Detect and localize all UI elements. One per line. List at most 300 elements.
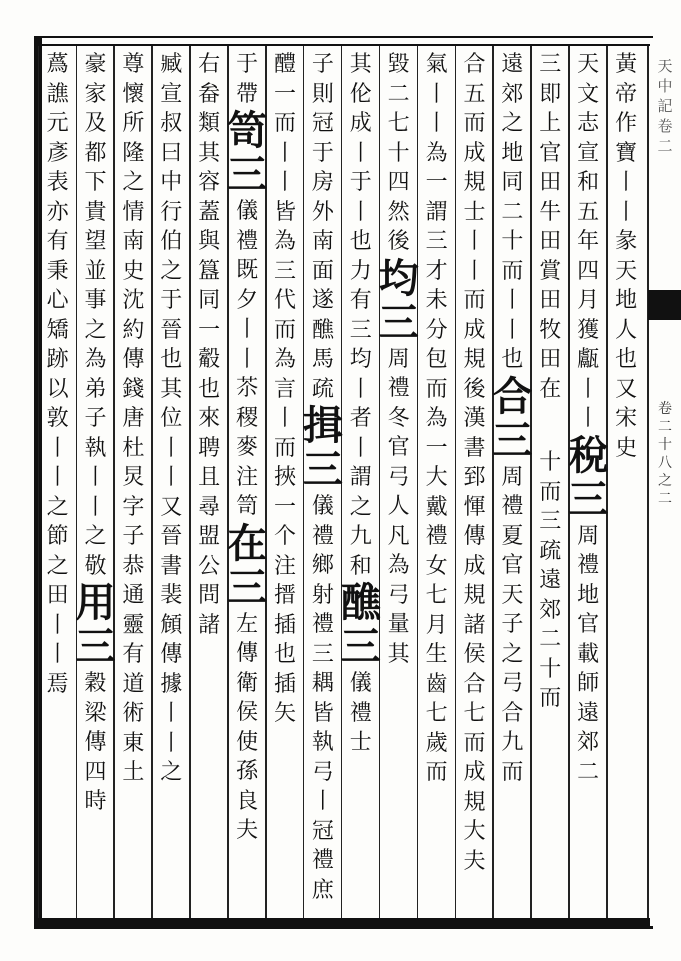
text-glyph: 賞 [539, 258, 562, 284]
text-glyph: 臧 [160, 52, 183, 77]
text-glyph: 大 [463, 819, 486, 844]
margin-fold-glyph: 二 [658, 491, 672, 507]
text-glyph: 宋 [615, 406, 638, 431]
text-run [530, 50, 570, 404]
text-glyph: 規 [463, 583, 486, 608]
text-glyph: 丨 [615, 199, 638, 225]
text-glyph: 而 [425, 760, 448, 785]
text-glyph: 稷 [236, 405, 259, 431]
text-glyph: 四 [577, 258, 600, 284]
text-glyph: 梁 [84, 700, 107, 726]
text-glyph: 侯 [463, 642, 486, 667]
text-glyph: 力 [349, 258, 372, 284]
text-glyph: 為 [425, 406, 448, 431]
text-glyph: 問 [198, 583, 221, 608]
text-glyph: 以 [46, 376, 69, 402]
heading-glyphs: 揖 三 [302, 402, 343, 493]
text-run [76, 50, 116, 581]
text-glyph: 遠 [501, 52, 524, 77]
text-glyph: 節 [46, 524, 69, 549]
text-glyph: 丨 [501, 317, 524, 343]
text-glyph: 房 [311, 170, 334, 195]
text-run [492, 50, 532, 375]
text-glyph: 漢 [463, 406, 486, 431]
text-glyph: 有 [46, 229, 69, 254]
text-glyph: 三 [539, 509, 562, 534]
text-glyph: 地 [577, 582, 600, 608]
text-run [38, 50, 78, 552]
text-glyph: 禮 [311, 523, 334, 549]
text-run [189, 80, 229, 405]
text-glyph: 心 [46, 288, 69, 313]
text-run [341, 257, 381, 582]
text-glyph: 笥 [236, 494, 259, 519]
text-glyph: 牛 [539, 199, 562, 225]
text-glyph: 尊 [122, 52, 145, 77]
text-glyph: 者 [349, 406, 372, 431]
text-glyph: 面 [311, 258, 334, 284]
text-glyph: 時 [84, 789, 107, 814]
text-glyph: 丨 [577, 376, 600, 402]
text-glyph: 弟 [84, 376, 107, 402]
text-run [113, 50, 153, 788]
text-glyph: 宣 [577, 140, 600, 166]
text-glyph: 蓋 [198, 199, 221, 225]
text-glyph: 三 [273, 258, 296, 284]
text-glyph: 而 [273, 435, 296, 461]
text-glyph: 而 [273, 317, 296, 343]
text-glyph: 齒 [425, 671, 448, 697]
margin-fold-label [652, 400, 678, 508]
text-glyph: 九 [349, 524, 372, 549]
text-glyph: 而 [463, 730, 486, 756]
text-glyph: 盟 [198, 524, 221, 549]
text-glyph: 觳 [198, 347, 221, 372]
text-glyph: 且 [198, 465, 221, 490]
heading-glyphs: 用 三 [75, 579, 116, 670]
text-glyph: 而 [501, 759, 524, 785]
text-glyph: 田 [539, 288, 562, 313]
text-glyph: 史 [615, 435, 638, 461]
margin-fold-glyph: 卷 [658, 401, 672, 417]
text-glyph: 合 [463, 52, 486, 77]
text-glyph: 謂 [349, 465, 372, 490]
text-glyph: 禮 [501, 494, 524, 519]
text-glyph: 即 [539, 81, 562, 107]
text-run [227, 610, 267, 846]
text-glyph: 叔 [160, 111, 183, 136]
text-glyph: 三 [311, 641, 334, 667]
text-glyph: 通 [122, 583, 145, 608]
text-glyph: 人 [615, 317, 638, 343]
text-glyph: 二 [501, 199, 524, 225]
text-glyph: 冠 [311, 818, 334, 844]
text-glyph: 丨 [349, 435, 372, 461]
text-glyph: 豪 [84, 52, 107, 77]
text-glyph: 恭 [122, 553, 145, 579]
text-glyph: 丨 [46, 435, 69, 461]
text-glyph: 丨 [349, 199, 372, 225]
text-glyph: 于 [236, 52, 259, 77]
margin-header-glyph: 卷 [657, 117, 673, 135]
text-glyph: 十 [387, 140, 410, 166]
text-glyph: 三 [349, 317, 372, 343]
heading-glyphs: 稅 三 [568, 431, 609, 523]
text-glyph: 其 [160, 376, 183, 402]
text-glyph: 之 [501, 111, 524, 136]
text-glyph: 也 [273, 642, 296, 667]
text-glyph: 敦 [46, 406, 69, 431]
text-glyph: 丨 [160, 465, 183, 490]
text-glyph: 于 [349, 170, 372, 195]
text-glyph: 公 [198, 553, 221, 579]
text-glyph: 使 [236, 729, 259, 755]
text-glyph: 侯 [236, 700, 259, 725]
text-glyph: 在 [539, 376, 562, 402]
text-glyph: 丨 [463, 229, 486, 254]
text-glyph: 毀 [387, 52, 410, 77]
text-glyph: 秉 [46, 258, 69, 284]
text-glyph: 右 [198, 52, 221, 77]
text-glyph: 遠 [539, 568, 562, 593]
text-glyph: 五 [577, 199, 600, 225]
text-glyph: 三 [425, 229, 448, 254]
text-run [189, 50, 229, 80]
text-glyph: 之 [501, 641, 524, 667]
text-glyph: 禮 [349, 700, 372, 726]
text-glyph: 外 [311, 199, 334, 225]
text-glyph: 庶 [311, 877, 334, 903]
heading-glyphs: 合 三 [492, 372, 533, 464]
text-glyph: 杜 [122, 435, 145, 461]
text-run [492, 463, 532, 788]
text-glyph: 丨 [463, 258, 486, 284]
text-glyph: 儀 [349, 671, 372, 696]
text-glyph: 弓 [501, 671, 524, 696]
text-glyph: 戴 [425, 494, 448, 520]
margin-fold-glyph: 二 [658, 419, 672, 435]
text-glyph: 有 [122, 642, 145, 667]
heading-glyphs: 均 三 [378, 254, 419, 346]
text-glyph: 為 [425, 140, 448, 166]
text-glyph: 望 [84, 229, 107, 254]
text-glyph: 焉 [46, 671, 69, 697]
text-glyph: 月 [577, 288, 600, 313]
text-glyph: 東 [122, 730, 145, 756]
text-glyph: 地 [615, 288, 638, 313]
text-glyph: 丨 [273, 170, 296, 195]
text-glyph: 冠 [311, 111, 334, 136]
text-glyph: 丨 [273, 406, 296, 431]
text-glyph: 禮 [236, 228, 259, 254]
text-glyph: 耦 [311, 671, 334, 696]
text-glyph: 丨 [349, 140, 372, 166]
text-glyph: 郊 [539, 597, 562, 623]
text-glyph: 傳 [122, 347, 145, 372]
text-glyph: 作 [615, 111, 638, 136]
text-glyph: 宣 [160, 81, 183, 107]
text-glyph: 丨 [160, 701, 183, 726]
text-glyph: 曰 [160, 140, 183, 166]
text-glyph: 丨 [311, 789, 334, 814]
text-run [341, 50, 381, 257]
heading-glyphs: 在 三 [227, 519, 268, 611]
text-glyph: 成 [463, 317, 486, 343]
text-glyph: 疏 [311, 376, 334, 402]
text-glyph: 來 [198, 406, 221, 431]
text-glyph: 弓 [387, 582, 410, 608]
text-run [455, 50, 495, 552]
text-glyph: 亦 [46, 199, 69, 225]
text-glyph: 和 [577, 170, 600, 195]
text-glyph: 一 [273, 494, 296, 520]
text-glyph: 丨 [46, 642, 69, 667]
text-glyph: 而 [273, 111, 296, 136]
text-glyph: 而 [539, 686, 562, 711]
text-glyph: 周 [387, 346, 410, 372]
text-glyph: 又 [615, 376, 638, 402]
text-run [151, 50, 191, 788]
margin-header-glyph: 二 [657, 137, 673, 155]
text-glyph: 譙 [46, 81, 69, 107]
text-glyph: 所 [122, 111, 145, 136]
text-glyph: 而 [463, 111, 486, 136]
text-glyph: 史 [122, 258, 145, 284]
text-glyph: 下 [84, 170, 107, 195]
text-glyph: 約 [122, 317, 145, 343]
text-glyph: 一 [425, 170, 448, 195]
margin-fold-glyph: 八 [658, 455, 672, 471]
text-run [455, 552, 495, 877]
text-glyph: 諸 [198, 612, 221, 638]
text-glyph: 禮 [577, 553, 600, 578]
text-glyph: 跡 [46, 347, 69, 372]
text-run [265, 50, 305, 404]
text-glyph: 也 [615, 347, 638, 372]
margin-header-glyph: 記 [657, 97, 673, 115]
text-glyph: 七 [425, 701, 448, 726]
text-glyph: 禮 [387, 376, 410, 401]
text-glyph: 丨 [84, 465, 107, 490]
text-run [38, 552, 78, 700]
text-glyph: 矯 [46, 317, 69, 343]
text-glyph: 官 [501, 553, 524, 578]
text-glyph: 鄉 [311, 553, 334, 578]
text-glyph: 一 [425, 435, 448, 461]
text-glyph: 志 [577, 111, 600, 136]
text-glyph: 五 [463, 81, 486, 107]
text-glyph: 其 [198, 140, 221, 166]
text-glyph: 獲 [577, 317, 600, 343]
text-glyph: 帶 [236, 81, 259, 107]
text-glyph: 表 [46, 170, 69, 195]
text-glyph: 天 [615, 258, 638, 284]
text-glyph: 術 [122, 701, 145, 726]
text-glyph: 炅 [122, 465, 145, 490]
text-glyph: 丨 [160, 730, 183, 756]
text-glyph: 錢 [122, 376, 145, 402]
text-run [341, 669, 381, 758]
text-glyph: 蔿 [46, 52, 69, 77]
text-glyph: 之 [46, 494, 69, 520]
text-glyph: 師 [577, 671, 600, 696]
text-glyph: 及 [84, 111, 107, 136]
text-glyph: 皆 [273, 199, 296, 225]
text-glyph: 孫 [236, 759, 259, 784]
text-glyph: 苶 [236, 376, 259, 401]
text-glyph: 儀 [236, 199, 259, 224]
text-glyph: 丨 [501, 288, 524, 313]
text-glyph: 沈 [122, 288, 145, 313]
text-glyph: 天 [577, 52, 600, 77]
text-glyph: 郊 [577, 730, 600, 755]
text-glyph: 規 [463, 347, 486, 372]
text-glyph: 位 [160, 406, 183, 431]
text-glyph: 子 [311, 52, 334, 77]
text-glyph: 之 [160, 760, 183, 785]
text-glyph: 士 [463, 199, 486, 225]
text-glyph: 四 [387, 170, 410, 195]
text-glyph: 弓 [311, 759, 334, 785]
text-glyph: 才 [425, 258, 448, 284]
text-glyph: 有 [349, 288, 372, 313]
heading-glyphs: 醮 三 [340, 579, 381, 670]
text-glyph: 後 [463, 376, 486, 402]
text-glyph: 凡 [387, 523, 410, 549]
text-glyph: 夕 [236, 287, 259, 313]
text-glyph: 士 [349, 730, 372, 755]
text-glyph: 冬 [387, 405, 410, 431]
text-glyph: 唐 [122, 406, 145, 431]
text-glyph: 謂 [425, 199, 448, 225]
text-glyph: 包 [425, 347, 448, 372]
heading-glyphs: 笥 三 [227, 107, 268, 198]
text-glyph: 遂 [311, 288, 334, 313]
text-glyph: 禮 [425, 524, 448, 549]
text-glyph: 後 [387, 229, 410, 254]
text-glyph: 子 [501, 612, 524, 637]
text-glyph: 然 [387, 199, 410, 225]
text-glyph: 七 [387, 111, 410, 136]
text-glyph: 禮 [311, 848, 334, 873]
text-glyph: 諸 [463, 612, 486, 638]
text-glyph: 傳 [84, 730, 107, 755]
text-glyph: 均 [349, 347, 372, 372]
text-glyph: 為 [84, 347, 107, 372]
text-glyph: 丨 [236, 317, 259, 342]
text-glyph: 南 [122, 229, 145, 254]
text-glyph: 丨 [615, 170, 638, 195]
text-glyph: 其 [349, 52, 372, 77]
text-glyph: 周 [501, 464, 524, 490]
text-glyph: 伯 [160, 229, 183, 254]
text-glyph: 生 [425, 642, 448, 667]
text-glyph: 為 [273, 347, 296, 372]
text-glyph: 規 [463, 170, 486, 195]
text-glyph: 月 [425, 612, 448, 638]
text-glyph: 儀 [311, 494, 334, 519]
text-glyph: 傳 [236, 641, 259, 666]
margin-header [652, 56, 678, 156]
text-glyph: 代 [273, 288, 296, 313]
text-glyph: 而 [501, 258, 524, 284]
text-glyph: 則 [311, 81, 334, 107]
margin-header-glyph: 中 [657, 77, 673, 95]
text-glyph: 之 [46, 553, 69, 579]
text-glyph: 也 [349, 229, 372, 254]
text-glyph: 田 [539, 170, 562, 195]
text-glyph: 成 [463, 760, 486, 785]
text-glyph: 尋 [198, 494, 221, 520]
text-glyph: 田 [539, 229, 562, 254]
text-glyph: 彥 [46, 140, 69, 166]
text-glyph: 和 [349, 553, 372, 579]
text-glyph: 之 [349, 494, 372, 520]
text-glyph: 十 [539, 656, 562, 682]
text-glyph: 也 [501, 347, 524, 372]
text-glyph: 都 [84, 140, 107, 166]
text-glyph: 而 [539, 479, 562, 505]
text-glyph: 成 [463, 553, 486, 579]
text-glyph: 子 [122, 524, 145, 549]
text-glyph: 醮 [311, 317, 334, 343]
text-glyph: 郊 [501, 81, 524, 107]
text-glyph: 頠 [160, 612, 183, 638]
text-glyph: 元 [46, 111, 69, 136]
text-glyph: 靈 [122, 612, 145, 638]
text-glyph: 插 [273, 671, 296, 697]
text-glyph: 穀 [84, 671, 107, 696]
text-glyph: 隆 [122, 140, 145, 166]
text-glyph: 晉 [160, 524, 183, 549]
text-glyph: 傳 [463, 524, 486, 549]
text-glyph: 書 [160, 553, 183, 579]
text-glyph: 既 [236, 258, 259, 283]
text-glyph: 又 [160, 494, 183, 520]
text-glyph: 左 [236, 611, 259, 637]
text-glyph: 夫 [236, 818, 259, 843]
text-glyph: 同 [501, 170, 524, 195]
text-glyph: 行 [160, 199, 183, 225]
text-glyph: 與 [198, 229, 221, 254]
text-glyph: 女 [425, 553, 448, 579]
text-run [568, 50, 608, 434]
text-glyph: 牧 [539, 317, 562, 343]
text-glyph: 同 [198, 288, 221, 313]
text-glyph: 南 [311, 229, 334, 254]
text-glyph: 人 [387, 494, 410, 519]
text-glyph: 文 [577, 81, 600, 107]
text-glyph: 衛 [236, 670, 259, 696]
text-glyph: 注 [236, 464, 259, 490]
margin-fold-glyph: 之 [658, 473, 672, 489]
text-glyph: 一 [198, 317, 221, 343]
text-glyph: 寶 [615, 140, 638, 166]
text-run [303, 50, 343, 404]
text-glyph: 伦 [349, 81, 372, 107]
text-glyph: 田 [539, 347, 562, 372]
text-glyph: 貴 [84, 199, 107, 225]
text-glyph: 插 [273, 612, 296, 638]
text-run [417, 50, 457, 788]
text-glyph: 丨 [46, 465, 69, 490]
text-glyph: 執 [84, 435, 107, 461]
text-glyph: 天 [501, 582, 524, 608]
text-glyph: 規 [463, 789, 486, 815]
text-glyph: 裴 [160, 583, 183, 608]
text-glyph: 成 [463, 140, 486, 166]
text-glyph: 道 [122, 671, 145, 697]
